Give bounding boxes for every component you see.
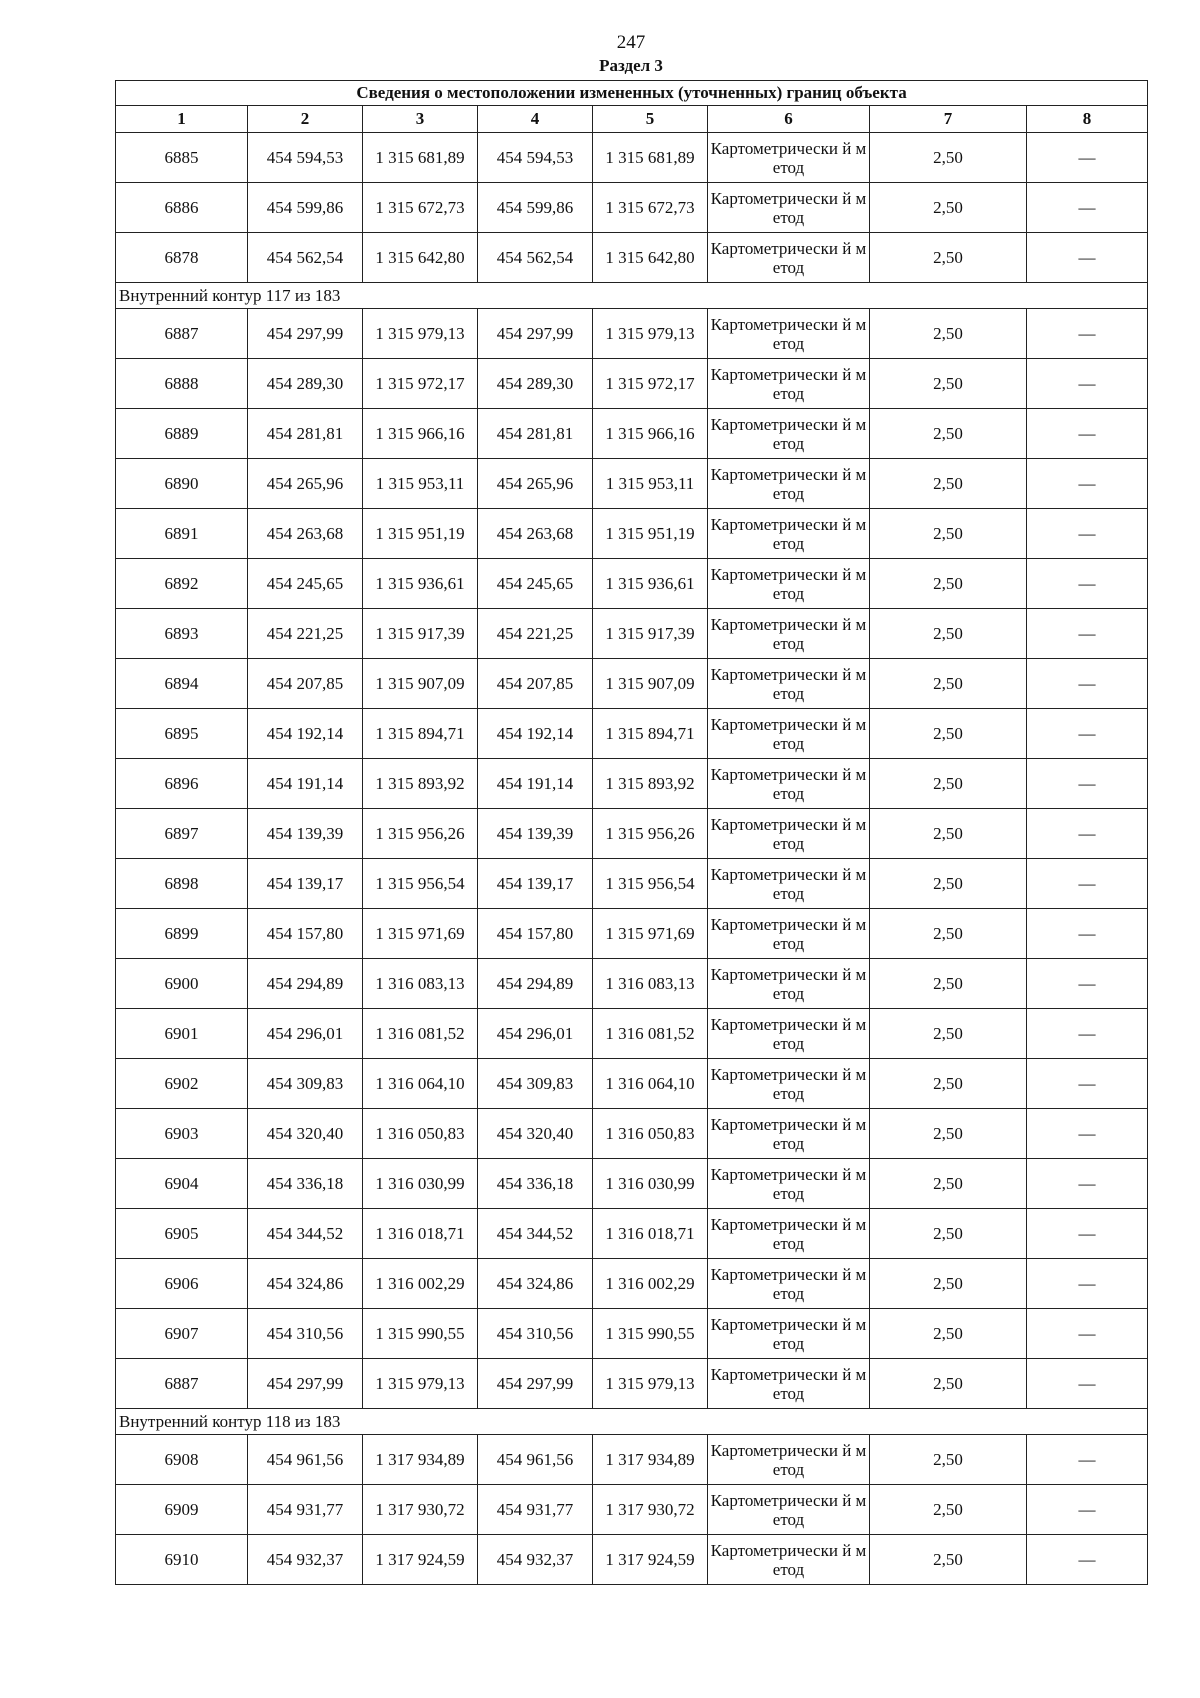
y-new-cell: 1 316 002,29 xyxy=(593,1259,708,1309)
description-cell: — xyxy=(1027,1009,1148,1059)
table-row xyxy=(116,809,1148,859)
x-new-cell: 454 562,54 xyxy=(478,233,593,283)
description-cell: — xyxy=(1027,359,1148,409)
method-cell: Картометрически й метод xyxy=(708,959,870,1009)
point-number-cell: 6906 xyxy=(116,1259,248,1309)
description-cell: — xyxy=(1027,1359,1148,1409)
table-caption: Сведения о местоположении измененных (уточненных) границ объекта xyxy=(116,81,1148,106)
accuracy-cell: 2,50 xyxy=(870,1435,1027,1485)
table-row xyxy=(116,133,1148,183)
point-number-cell: 6894 xyxy=(116,659,248,709)
accuracy-cell: 2,50 xyxy=(870,759,1027,809)
accuracy-cell: 2,50 xyxy=(870,409,1027,459)
y-new-cell: 1 316 050,83 xyxy=(593,1109,708,1159)
description-cell: — xyxy=(1027,1259,1148,1309)
x-old-cell: 454 192,14 xyxy=(248,709,363,759)
y-old-cell: 1 316 081,52 xyxy=(363,1009,478,1059)
method-cell: Картометрически й метод xyxy=(708,309,870,359)
description-cell: — xyxy=(1027,809,1148,859)
accuracy-cell: 2,50 xyxy=(870,133,1027,183)
contour-label: Внутренний контур 117 из 183 xyxy=(116,283,1148,309)
description-cell: — xyxy=(1027,1485,1148,1535)
y-new-cell: 1 315 956,54 xyxy=(593,859,708,909)
column-number: 1 xyxy=(116,106,248,133)
x-old-cell: 454 289,30 xyxy=(248,359,363,409)
column-number: 6 xyxy=(708,106,870,133)
method-cell: Картометрически й метод xyxy=(708,759,870,809)
y-new-cell: 1 315 951,19 xyxy=(593,509,708,559)
x-new-cell: 454 297,99 xyxy=(478,1359,593,1409)
table-row xyxy=(116,759,1148,809)
accuracy-cell: 2,50 xyxy=(870,1259,1027,1309)
x-new-cell: 454 192,14 xyxy=(478,709,593,759)
y-old-cell: 1 316 050,83 xyxy=(363,1109,478,1159)
y-new-cell: 1 315 979,13 xyxy=(593,1359,708,1409)
method-cell: Картометрически й метод xyxy=(708,1485,870,1535)
y-old-cell: 1 315 956,26 xyxy=(363,809,478,859)
table-row xyxy=(116,1209,1148,1259)
x-new-cell: 454 932,37 xyxy=(478,1535,593,1585)
accuracy-cell: 2,50 xyxy=(870,1535,1027,1585)
y-old-cell: 1 315 956,54 xyxy=(363,859,478,909)
y-old-cell: 1 316 083,13 xyxy=(363,959,478,1009)
x-old-cell: 454 336,18 xyxy=(248,1159,363,1209)
x-new-cell: 454 294,89 xyxy=(478,959,593,1009)
description-cell: — xyxy=(1027,1109,1148,1159)
point-number-cell: 6878 xyxy=(116,233,248,283)
method-cell: Картометрически й метод xyxy=(708,1159,870,1209)
x-old-cell: 454 599,86 xyxy=(248,183,363,233)
method-cell: Картометрически й метод xyxy=(708,133,870,183)
x-new-cell: 454 931,77 xyxy=(478,1485,593,1535)
y-new-cell: 1 315 972,17 xyxy=(593,359,708,409)
table-row xyxy=(116,1259,1148,1309)
table-row xyxy=(116,1435,1148,1485)
table-row xyxy=(116,1485,1148,1535)
x-new-cell: 454 221,25 xyxy=(478,609,593,659)
accuracy-cell: 2,50 xyxy=(870,1159,1027,1209)
table-row xyxy=(116,1109,1148,1159)
y-old-cell: 1 315 642,80 xyxy=(363,233,478,283)
point-number-cell: 6889 xyxy=(116,409,248,459)
contour-label: Внутренний контур 118 из 183 xyxy=(116,1409,1148,1435)
x-new-cell: 454 599,86 xyxy=(478,183,593,233)
y-new-cell: 1 315 936,61 xyxy=(593,559,708,609)
table-row xyxy=(116,709,1148,759)
y-old-cell: 1 315 971,69 xyxy=(363,909,478,959)
x-new-cell: 454 320,40 xyxy=(478,1109,593,1159)
table-body xyxy=(116,133,1148,1585)
table-row xyxy=(116,309,1148,359)
column-number-row xyxy=(116,106,1148,133)
method-cell: Картометрически й метод xyxy=(708,509,870,559)
point-number-cell: 6885 xyxy=(116,133,248,183)
table-row xyxy=(116,459,1148,509)
y-old-cell: 1 317 934,89 xyxy=(363,1435,478,1485)
x-old-cell: 454 297,99 xyxy=(248,309,363,359)
description-cell: — xyxy=(1027,509,1148,559)
description-cell: — xyxy=(1027,409,1148,459)
table-row xyxy=(116,659,1148,709)
x-old-cell: 454 932,37 xyxy=(248,1535,363,1585)
x-new-cell: 454 344,52 xyxy=(478,1209,593,1259)
y-new-cell: 1 317 924,59 xyxy=(593,1535,708,1585)
accuracy-cell: 2,50 xyxy=(870,233,1027,283)
accuracy-cell: 2,50 xyxy=(870,183,1027,233)
method-cell: Картометрически й метод xyxy=(708,1535,870,1585)
x-old-cell: 454 931,77 xyxy=(248,1485,363,1535)
accuracy-cell: 2,50 xyxy=(870,609,1027,659)
table-row xyxy=(116,859,1148,909)
x-old-cell: 454 157,80 xyxy=(248,909,363,959)
accuracy-cell: 2,50 xyxy=(870,659,1027,709)
accuracy-cell: 2,50 xyxy=(870,1059,1027,1109)
x-old-cell: 454 344,52 xyxy=(248,1209,363,1259)
x-new-cell: 454 139,39 xyxy=(478,809,593,859)
description-cell: — xyxy=(1027,133,1148,183)
y-old-cell: 1 315 953,11 xyxy=(363,459,478,509)
y-new-cell: 1 315 917,39 xyxy=(593,609,708,659)
y-new-cell: 1 315 990,55 xyxy=(593,1309,708,1359)
description-cell: — xyxy=(1027,659,1148,709)
x-old-cell: 454 309,83 xyxy=(248,1059,363,1109)
description-cell: — xyxy=(1027,1059,1148,1109)
point-number-cell: 6898 xyxy=(116,859,248,909)
x-old-cell: 454 594,53 xyxy=(248,133,363,183)
y-old-cell: 1 315 979,13 xyxy=(363,1359,478,1409)
y-old-cell: 1 315 972,17 xyxy=(363,359,478,409)
point-number-cell: 6901 xyxy=(116,1009,248,1059)
method-cell: Картометрически й метод xyxy=(708,183,870,233)
column-number: 5 xyxy=(593,106,708,133)
x-new-cell: 454 594,53 xyxy=(478,133,593,183)
description-cell: — xyxy=(1027,759,1148,809)
x-new-cell: 454 961,56 xyxy=(478,1435,593,1485)
method-cell: Картометрически й метод xyxy=(708,359,870,409)
coordinates-table xyxy=(115,80,1148,1585)
description-cell: — xyxy=(1027,1535,1148,1585)
y-old-cell: 1 315 979,13 xyxy=(363,309,478,359)
accuracy-cell: 2,50 xyxy=(870,1309,1027,1359)
y-old-cell: 1 317 924,59 xyxy=(363,1535,478,1585)
contour-header-row xyxy=(116,283,1148,309)
point-number-cell: 6907 xyxy=(116,1309,248,1359)
method-cell: Картометрически й метод xyxy=(708,909,870,959)
table-row xyxy=(116,909,1148,959)
point-number-cell: 6902 xyxy=(116,1059,248,1109)
table-row xyxy=(116,609,1148,659)
accuracy-cell: 2,50 xyxy=(870,459,1027,509)
y-old-cell: 1 315 894,71 xyxy=(363,709,478,759)
point-number-cell: 6904 xyxy=(116,1159,248,1209)
y-old-cell: 1 316 018,71 xyxy=(363,1209,478,1259)
y-old-cell: 1 315 893,92 xyxy=(363,759,478,809)
accuracy-cell: 2,50 xyxy=(870,959,1027,1009)
y-new-cell: 1 315 672,73 xyxy=(593,183,708,233)
accuracy-cell: 2,50 xyxy=(870,559,1027,609)
x-old-cell: 454 297,99 xyxy=(248,1359,363,1409)
y-old-cell: 1 315 907,09 xyxy=(363,659,478,709)
y-new-cell: 1 315 971,69 xyxy=(593,909,708,959)
description-cell: — xyxy=(1027,909,1148,959)
x-old-cell: 454 294,89 xyxy=(248,959,363,1009)
point-number-cell: 6890 xyxy=(116,459,248,509)
y-new-cell: 1 316 064,10 xyxy=(593,1059,708,1109)
method-cell: Картометрически й метод xyxy=(708,409,870,459)
y-new-cell: 1 315 979,13 xyxy=(593,309,708,359)
point-number-cell: 6888 xyxy=(116,359,248,409)
point-number-cell: 6908 xyxy=(116,1435,248,1485)
x-new-cell: 454 191,14 xyxy=(478,759,593,809)
y-old-cell: 1 315 681,89 xyxy=(363,133,478,183)
y-new-cell: 1 316 030,99 xyxy=(593,1159,708,1209)
x-new-cell: 454 263,68 xyxy=(478,509,593,559)
x-new-cell: 454 139,17 xyxy=(478,859,593,909)
contour-header-row xyxy=(116,1409,1148,1435)
x-new-cell: 454 309,83 xyxy=(478,1059,593,1109)
description-cell: — xyxy=(1027,233,1148,283)
point-number-cell: 6893 xyxy=(116,609,248,659)
table-row xyxy=(116,559,1148,609)
table-row xyxy=(116,1535,1148,1585)
y-old-cell: 1 316 030,99 xyxy=(363,1159,478,1209)
method-cell: Картометрически й метод xyxy=(708,859,870,909)
y-new-cell: 1 315 907,09 xyxy=(593,659,708,709)
x-old-cell: 454 221,25 xyxy=(248,609,363,659)
method-cell: Картометрически й метод xyxy=(708,1259,870,1309)
description-cell: — xyxy=(1027,1209,1148,1259)
x-new-cell: 454 324,86 xyxy=(478,1259,593,1309)
point-number-cell: 6900 xyxy=(116,959,248,1009)
column-number: 7 xyxy=(870,106,1027,133)
method-cell: Картометрически й метод xyxy=(708,559,870,609)
method-cell: Картометрически й метод xyxy=(708,1435,870,1485)
point-number-cell: 6903 xyxy=(116,1109,248,1159)
point-number-cell: 6910 xyxy=(116,1535,248,1585)
y-new-cell: 1 317 934,89 xyxy=(593,1435,708,1485)
accuracy-cell: 2,50 xyxy=(870,809,1027,859)
method-cell: Картометрически й метод xyxy=(708,609,870,659)
description-cell: — xyxy=(1027,1309,1148,1359)
x-old-cell: 454 961,56 xyxy=(248,1435,363,1485)
x-old-cell: 454 562,54 xyxy=(248,233,363,283)
x-old-cell: 454 320,40 xyxy=(248,1109,363,1159)
description-cell: — xyxy=(1027,1159,1148,1209)
x-new-cell: 454 336,18 xyxy=(478,1159,593,1209)
x-old-cell: 454 324,86 xyxy=(248,1259,363,1309)
method-cell: Картометрически й метод xyxy=(708,1059,870,1109)
point-number-cell: 6886 xyxy=(116,183,248,233)
column-number: 4 xyxy=(478,106,593,133)
table-row xyxy=(116,1009,1148,1059)
x-new-cell: 454 289,30 xyxy=(478,359,593,409)
point-number-cell: 6887 xyxy=(116,1359,248,1409)
method-cell: Картометрически й метод xyxy=(708,809,870,859)
y-new-cell: 1 315 894,71 xyxy=(593,709,708,759)
point-number-cell: 6887 xyxy=(116,309,248,359)
point-number-cell: 6892 xyxy=(116,559,248,609)
y-new-cell: 1 315 956,26 xyxy=(593,809,708,859)
point-number-cell: 6897 xyxy=(116,809,248,859)
method-cell: Картометрически й метод xyxy=(708,709,870,759)
y-old-cell: 1 315 672,73 xyxy=(363,183,478,233)
point-number-cell: 6899 xyxy=(116,909,248,959)
x-new-cell: 454 157,80 xyxy=(478,909,593,959)
section-title: Раздел 3 xyxy=(599,56,663,75)
description-cell: — xyxy=(1027,1435,1148,1485)
x-new-cell: 454 207,85 xyxy=(478,659,593,709)
description-cell: — xyxy=(1027,559,1148,609)
column-number: 3 xyxy=(363,106,478,133)
y-new-cell: 1 316 081,52 xyxy=(593,1009,708,1059)
x-old-cell: 454 139,17 xyxy=(248,859,363,909)
x-new-cell: 454 310,56 xyxy=(478,1309,593,1359)
method-cell: Картометрически й метод xyxy=(708,1109,870,1159)
x-old-cell: 454 139,39 xyxy=(248,809,363,859)
accuracy-cell: 2,50 xyxy=(870,709,1027,759)
description-cell: — xyxy=(1027,709,1148,759)
table-row xyxy=(116,183,1148,233)
table-row xyxy=(116,509,1148,559)
y-new-cell: 1 315 893,92 xyxy=(593,759,708,809)
point-number-cell: 6905 xyxy=(116,1209,248,1259)
accuracy-cell: 2,50 xyxy=(870,1485,1027,1535)
y-old-cell: 1 316 002,29 xyxy=(363,1259,478,1309)
method-cell: Картометрически й метод xyxy=(708,1009,870,1059)
y-new-cell: 1 315 642,80 xyxy=(593,233,708,283)
table-row xyxy=(116,1159,1148,1209)
y-new-cell: 1 315 966,16 xyxy=(593,409,708,459)
table-row xyxy=(116,1359,1148,1409)
y-old-cell: 1 316 064,10 xyxy=(363,1059,478,1109)
y-new-cell: 1 315 953,11 xyxy=(593,459,708,509)
x-new-cell: 454 281,81 xyxy=(478,409,593,459)
x-old-cell: 454 191,14 xyxy=(248,759,363,809)
x-new-cell: 454 296,01 xyxy=(478,1009,593,1059)
table-row xyxy=(116,409,1148,459)
x-old-cell: 454 207,85 xyxy=(248,659,363,709)
point-number-cell: 6896 xyxy=(116,759,248,809)
x-new-cell: 454 297,99 xyxy=(478,309,593,359)
y-old-cell: 1 315 990,55 xyxy=(363,1309,478,1359)
x-old-cell: 454 265,96 xyxy=(248,459,363,509)
accuracy-cell: 2,50 xyxy=(870,1359,1027,1409)
accuracy-cell: 2,50 xyxy=(870,1209,1027,1259)
table-row xyxy=(116,233,1148,283)
description-cell: — xyxy=(1027,859,1148,909)
x-new-cell: 454 265,96 xyxy=(478,459,593,509)
description-cell: — xyxy=(1027,183,1148,233)
x-new-cell: 454 245,65 xyxy=(478,559,593,609)
table-row xyxy=(116,1309,1148,1359)
description-cell: — xyxy=(1027,459,1148,509)
point-number-cell: 6891 xyxy=(116,509,248,559)
x-old-cell: 454 281,81 xyxy=(248,409,363,459)
point-number-cell: 6895 xyxy=(116,709,248,759)
accuracy-cell: 2,50 xyxy=(870,859,1027,909)
table-row xyxy=(116,959,1148,1009)
method-cell: Картометрически й метод xyxy=(708,1359,870,1409)
x-old-cell: 454 245,65 xyxy=(248,559,363,609)
table-row xyxy=(116,359,1148,409)
accuracy-cell: 2,50 xyxy=(870,509,1027,559)
method-cell: Картометрически й метод xyxy=(708,659,870,709)
description-cell: — xyxy=(1027,959,1148,1009)
y-new-cell: 1 316 083,13 xyxy=(593,959,708,1009)
accuracy-cell: 2,50 xyxy=(870,359,1027,409)
method-cell: Картометрически й метод xyxy=(708,1209,870,1259)
y-old-cell: 1 315 951,19 xyxy=(363,509,478,559)
table-row xyxy=(116,1059,1148,1109)
x-old-cell: 454 310,56 xyxy=(248,1309,363,1359)
page-number: 247 xyxy=(616,32,646,53)
y-new-cell: 1 315 681,89 xyxy=(593,133,708,183)
accuracy-cell: 2,50 xyxy=(870,909,1027,959)
y-old-cell: 1 315 936,61 xyxy=(363,559,478,609)
y-new-cell: 1 317 930,72 xyxy=(593,1485,708,1535)
column-number: 2 xyxy=(248,106,363,133)
accuracy-cell: 2,50 xyxy=(870,1009,1027,1059)
accuracy-cell: 2,50 xyxy=(870,1109,1027,1159)
y-old-cell: 1 315 917,39 xyxy=(363,609,478,659)
method-cell: Картометрически й метод xyxy=(708,459,870,509)
point-number-cell: 6909 xyxy=(116,1485,248,1535)
description-cell: — xyxy=(1027,309,1148,359)
method-cell: Картометрически й метод xyxy=(708,1309,870,1359)
accuracy-cell: 2,50 xyxy=(870,309,1027,359)
column-number: 8 xyxy=(1027,106,1148,133)
x-old-cell: 454 263,68 xyxy=(248,509,363,559)
y-new-cell: 1 316 018,71 xyxy=(593,1209,708,1259)
x-old-cell: 454 296,01 xyxy=(248,1009,363,1059)
y-old-cell: 1 315 966,16 xyxy=(363,409,478,459)
y-old-cell: 1 317 930,72 xyxy=(363,1485,478,1535)
description-cell: — xyxy=(1027,609,1148,659)
method-cell: Картометрически й метод xyxy=(708,233,870,283)
